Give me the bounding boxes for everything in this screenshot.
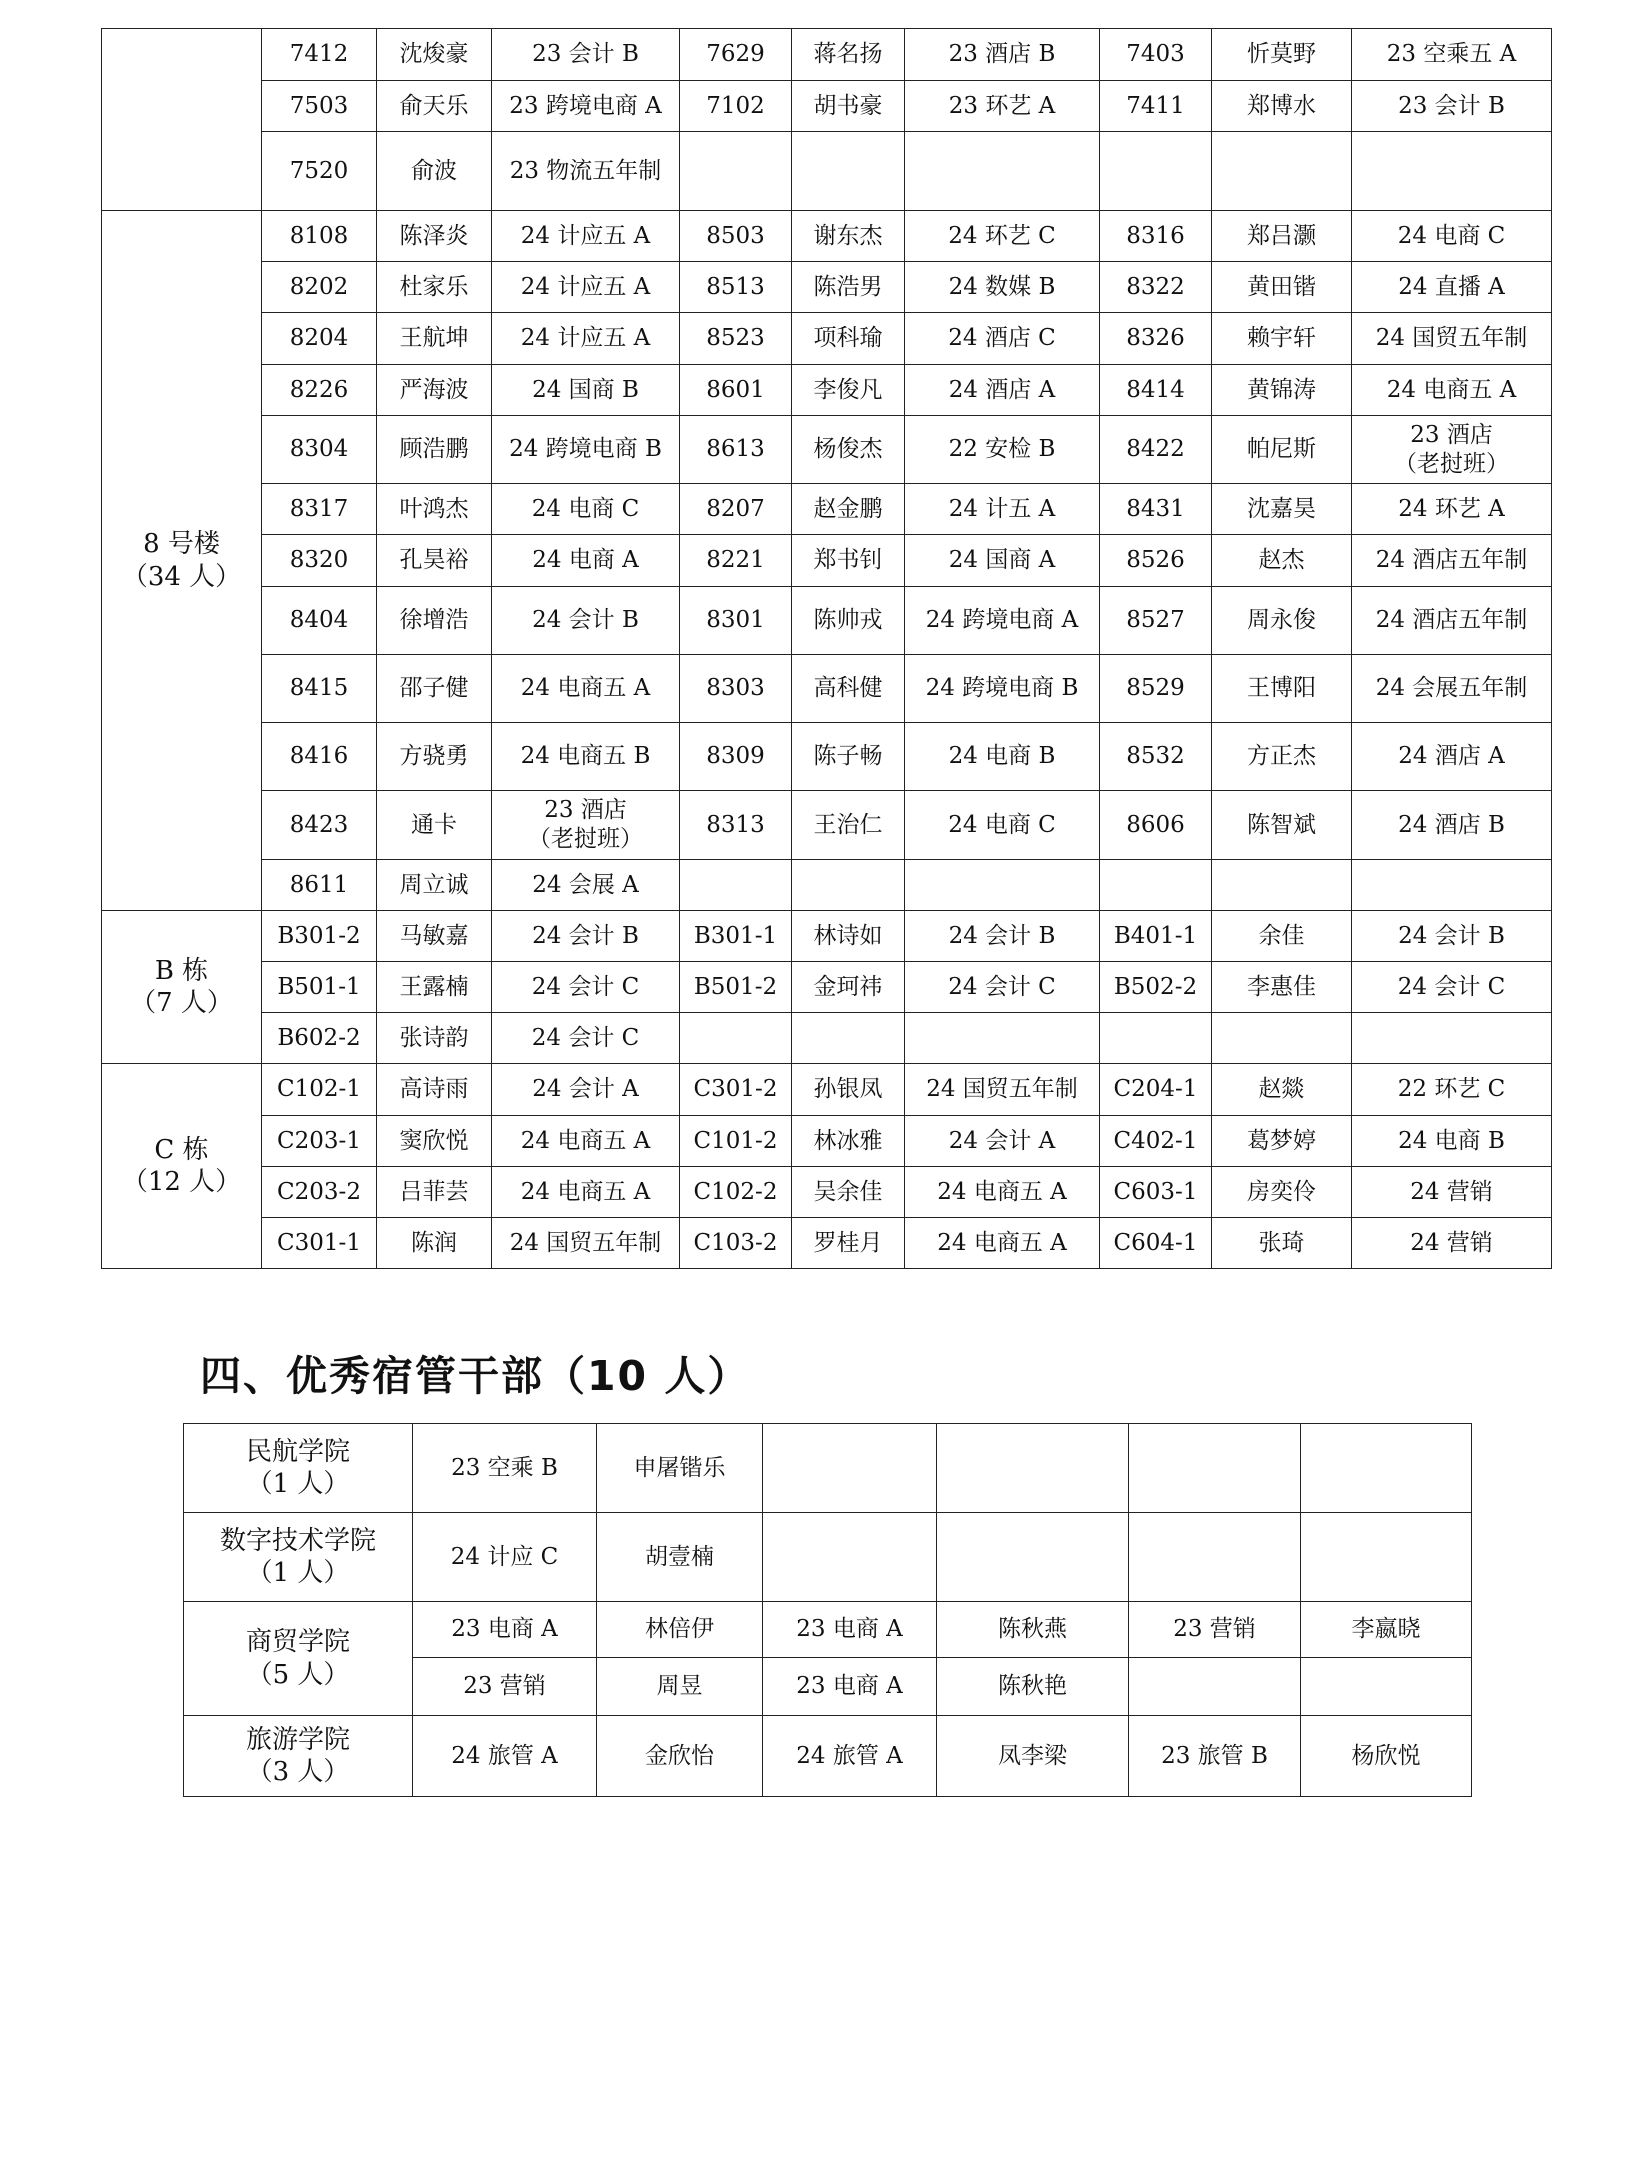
table-cell: C604-1: [1100, 1218, 1212, 1269]
table-cell: [1212, 860, 1352, 911]
group-label: 数字技术学院 （1 人）: [184, 1513, 413, 1602]
table-cell: 7403: [1100, 29, 1212, 81]
table-cell: B501-2: [680, 962, 792, 1013]
table-cell: 高科健: [792, 655, 905, 723]
table-cell: 24 电商 B: [1352, 1116, 1552, 1167]
table-cell: [1301, 1424, 1472, 1513]
table-cell: 24 会展 A: [492, 860, 680, 911]
table-cell: 杨欣悦: [1301, 1716, 1472, 1797]
table-cell: 孙银凤: [792, 1064, 905, 1116]
table-cell: 24 会计 C: [492, 962, 680, 1013]
table-row: [102, 1064, 1552, 1116]
table-cell: 郑博水: [1212, 81, 1352, 132]
table-cell: 24 电商 C: [1352, 211, 1552, 262]
table-cell: 8423: [262, 791, 377, 860]
table-cell: 24 电商 C: [492, 484, 680, 535]
table-cell: [1301, 1658, 1472, 1716]
table-cell: 沈嘉昊: [1212, 484, 1352, 535]
table-cell: 23 会计 B: [492, 29, 680, 81]
table-cell: 8613: [680, 416, 792, 484]
table-cell: 24 营销: [1352, 1167, 1552, 1218]
table-cell: 李嬴晓: [1301, 1602, 1472, 1658]
table-cell: B502-2: [1100, 962, 1212, 1013]
table-cell: 23 酒店 （老挝班）: [492, 791, 680, 860]
table-cell: 8415: [262, 655, 377, 723]
table-cell: [1100, 1013, 1212, 1064]
table-cell: [1100, 860, 1212, 911]
table-cell: 24 计五 A: [905, 484, 1100, 535]
table-cell: B602-2: [262, 1013, 377, 1064]
table-cell: 王治仁: [792, 791, 905, 860]
table-cell: 8601: [680, 365, 792, 416]
table-cell: 8513: [680, 262, 792, 313]
table-cell: B501-1: [262, 962, 377, 1013]
table-cell: B301-1: [680, 911, 792, 962]
table-cell: 杜家乐: [377, 262, 492, 313]
table-cell: 24 酒店五年制: [1352, 535, 1552, 587]
table-cell: 24 会计 B: [905, 911, 1100, 962]
table-cell: [792, 1013, 905, 1064]
section-title: 四、优秀宿管干部（10 人）: [200, 1352, 751, 1400]
table-cell: 24 电商 A: [492, 535, 680, 587]
table-cell: 李惠佳: [1212, 962, 1352, 1013]
table-cell: 8326: [1100, 313, 1212, 365]
table-cell: 严海波: [377, 365, 492, 416]
table-cell: 22 环艺 C: [1352, 1064, 1552, 1116]
group-label: 旅游学院 （3 人）: [184, 1716, 413, 1797]
group-label: C 栋 （12 人）: [102, 1064, 262, 1269]
table-cell: [792, 860, 905, 911]
table-cell: [1352, 132, 1552, 211]
table-cell: 24 跨境电商 A: [905, 587, 1100, 655]
table-row: [102, 1013, 1552, 1064]
table-cell: 7411: [1100, 81, 1212, 132]
table-cell: 张诗韵: [377, 1013, 492, 1064]
table-cell: 马敏嘉: [377, 911, 492, 962]
table-cell: 24 会计 B: [492, 911, 680, 962]
table-cell: C101-2: [680, 1116, 792, 1167]
table-cell: 金欣怡: [597, 1716, 763, 1797]
table-cell: 吴余佳: [792, 1167, 905, 1218]
table-cell: 胡壹楠: [597, 1513, 763, 1602]
table-cell: 林倍伊: [597, 1602, 763, 1658]
table-cell: 赵杰: [1212, 535, 1352, 587]
table-cell: 7503: [262, 81, 377, 132]
table-cell: [905, 1013, 1100, 1064]
table-cell: 24 会计 B: [492, 587, 680, 655]
table-cell: 王博阳: [1212, 655, 1352, 723]
table-cell: 8317: [262, 484, 377, 535]
table-cell: 8414: [1100, 365, 1212, 416]
table-row: [184, 1602, 1472, 1658]
table-cell: 邵子健: [377, 655, 492, 723]
table-cell: 24 旅管 A: [413, 1716, 597, 1797]
table-row: [102, 365, 1552, 416]
table-cell: 8611: [262, 860, 377, 911]
table-row: [102, 416, 1552, 484]
table-cell: C102-2: [680, 1167, 792, 1218]
table-cell: 金珂祎: [792, 962, 905, 1013]
table-row: [102, 29, 1552, 81]
table-cell: 方正杰: [1212, 723, 1352, 791]
table-cell: 22 安检 B: [905, 416, 1100, 484]
table-cell: 7102: [680, 81, 792, 132]
table-cell: [905, 132, 1100, 211]
table-row: [102, 262, 1552, 313]
table-cell: 王露楠: [377, 962, 492, 1013]
table-cell: 8313: [680, 791, 792, 860]
table-cell: 24 电商五 B: [492, 723, 680, 791]
table-cell: [905, 860, 1100, 911]
table-cell: 张琦: [1212, 1218, 1352, 1269]
group-label: B 栋 （7 人）: [102, 911, 262, 1064]
table-row: [102, 655, 1552, 723]
table-cell: [1352, 860, 1552, 911]
table-row: [102, 484, 1552, 535]
table-cell: 谢东杰: [792, 211, 905, 262]
table-cell: 陈泽炎: [377, 211, 492, 262]
table-cell: 23 电商 A: [763, 1658, 937, 1716]
table-cell: C301-1: [262, 1218, 377, 1269]
table-cell: 8204: [262, 313, 377, 365]
table-cell: 23 物流五年制: [492, 132, 680, 211]
table-cell: 8309: [680, 723, 792, 791]
table-cell: 陈智斌: [1212, 791, 1352, 860]
table-cell: C203-2: [262, 1167, 377, 1218]
table-cell: 黄田锴: [1212, 262, 1352, 313]
table-cell: 23 跨境电商 A: [492, 81, 680, 132]
table-cell: 8226: [262, 365, 377, 416]
table-cell: 沈焌豪: [377, 29, 492, 81]
table-cell: 24 计应五 A: [492, 262, 680, 313]
table-cell: 8606: [1100, 791, 1212, 860]
table-cell: C204-1: [1100, 1064, 1212, 1116]
dorm-manager-table: [183, 1423, 1472, 1797]
table-cell: C203-1: [262, 1116, 377, 1167]
table-cell: 7520: [262, 132, 377, 211]
table-row: [184, 1424, 1472, 1513]
table-cell: [680, 860, 792, 911]
table-cell: 24 会展五年制: [1352, 655, 1552, 723]
group-label: [102, 29, 262, 211]
table-cell: 叶鸿杰: [377, 484, 492, 535]
table-cell: 8527: [1100, 587, 1212, 655]
table-cell: 24 酒店五年制: [1352, 587, 1552, 655]
table-cell: 7412: [262, 29, 377, 81]
table-cell: 24 营销: [1352, 1218, 1552, 1269]
table-cell: 24 会计 C: [1352, 962, 1552, 1013]
table-cell: 孔昊裕: [377, 535, 492, 587]
table-cell: 罗桂月: [792, 1218, 905, 1269]
table-cell: 陈子畅: [792, 723, 905, 791]
table-cell: 8526: [1100, 535, 1212, 587]
table-cell: 杨俊杰: [792, 416, 905, 484]
table-cell: 周昱: [597, 1658, 763, 1716]
table-cell: 8322: [1100, 262, 1212, 313]
table-cell: 葛梦婷: [1212, 1116, 1352, 1167]
table-cell: 24 环艺 C: [905, 211, 1100, 262]
table-cell: [937, 1513, 1129, 1602]
table-cell: 23 环艺 A: [905, 81, 1100, 132]
table-cell: 赵燚: [1212, 1064, 1352, 1116]
table-cell: 俞天乐: [377, 81, 492, 132]
table-cell: 24 电商五 A: [492, 1116, 680, 1167]
table-cell: 8108: [262, 211, 377, 262]
table-row: [184, 1513, 1472, 1602]
table-cell: 24 酒店 C: [905, 313, 1100, 365]
table-cell: 陈帅戎: [792, 587, 905, 655]
table-cell: B301-2: [262, 911, 377, 962]
group-label: 民航学院 （1 人）: [184, 1424, 413, 1513]
table-cell: 8529: [1100, 655, 1212, 723]
table-cell: 项科瑜: [792, 313, 905, 365]
table-cell: [1212, 132, 1352, 211]
table-cell: 24 酒店 A: [1352, 723, 1552, 791]
table-cell: 8422: [1100, 416, 1212, 484]
table-cell: 7629: [680, 29, 792, 81]
table-cell: 8207: [680, 484, 792, 535]
table-cell: 俞波: [377, 132, 492, 211]
table-cell: 24 计应五 A: [492, 211, 680, 262]
table-cell: 24 会计 A: [492, 1064, 680, 1116]
table-cell: 顾浩鹏: [377, 416, 492, 484]
table-cell: 24 跨境电商 B: [492, 416, 680, 484]
table-row: [102, 1167, 1552, 1218]
table-cell: 24 电商五 A: [905, 1218, 1100, 1269]
table-cell: 23 电商 A: [763, 1602, 937, 1658]
table-cell: 林冰雅: [792, 1116, 905, 1167]
table-cell: 8202: [262, 262, 377, 313]
table-cell: 24 会计 A: [905, 1116, 1100, 1167]
table-cell: 24 国贸五年制: [492, 1218, 680, 1269]
table-cell: [1212, 1013, 1352, 1064]
table-cell: 郑书钊: [792, 535, 905, 587]
table-cell: 24 酒店 B: [1352, 791, 1552, 860]
table-cell: 24 会计 C: [905, 962, 1100, 1013]
table-cell: 陈秋燕: [937, 1602, 1129, 1658]
table-cell: 23 酒店 B: [905, 29, 1100, 81]
table-cell: 23 空乘五 A: [1352, 29, 1552, 81]
table-cell: 吕菲芸: [377, 1167, 492, 1218]
table-row: [102, 962, 1552, 1013]
table-cell: 忻莫野: [1212, 29, 1352, 81]
table-cell: 黄锦涛: [1212, 365, 1352, 416]
table-cell: 24 酒店 A: [905, 365, 1100, 416]
table-cell: 24 跨境电商 B: [905, 655, 1100, 723]
table-cell: 24 国贸五年制: [905, 1064, 1100, 1116]
table-cell: 余佳: [1212, 911, 1352, 962]
table-cell: 24 国贸五年制: [1352, 313, 1552, 365]
table-cell: 24 计应五 A: [492, 313, 680, 365]
table-cell: 24 数媒 B: [905, 262, 1100, 313]
table-cell: [763, 1513, 937, 1602]
table-row: [102, 81, 1552, 132]
table-row: [102, 1116, 1552, 1167]
table-cell: 8221: [680, 535, 792, 587]
table-cell: 24 会计 B: [1352, 911, 1552, 962]
table-cell: 方骁勇: [377, 723, 492, 791]
dormitory-honor-table: [101, 28, 1552, 1269]
table-cell: 8503: [680, 211, 792, 262]
table-cell: 赖宇轩: [1212, 313, 1352, 365]
table-cell: 24 电商五 A: [492, 655, 680, 723]
table-cell: [763, 1424, 937, 1513]
table-cell: 8404: [262, 587, 377, 655]
table-row: [102, 860, 1552, 911]
table-cell: 24 环艺 A: [1352, 484, 1552, 535]
table-row: [102, 132, 1552, 211]
table-cell: [1352, 1013, 1552, 1064]
table-cell: 高诗雨: [377, 1064, 492, 1116]
table-cell: 23 酒店 （老挝班）: [1352, 416, 1552, 484]
table-cell: 8416: [262, 723, 377, 791]
table-cell: 23 营销: [1129, 1602, 1301, 1658]
table-cell: 窦欣悦: [377, 1116, 492, 1167]
table-row: [102, 791, 1552, 860]
table-row: [102, 211, 1552, 262]
table-cell: 林诗如: [792, 911, 905, 962]
table-cell: C603-1: [1100, 1167, 1212, 1218]
table-cell: 24 国商 B: [492, 365, 680, 416]
table-cell: 24 电商五 A: [1352, 365, 1552, 416]
table-cell: 8304: [262, 416, 377, 484]
table-row: [102, 1218, 1552, 1269]
table-cell: 8532: [1100, 723, 1212, 791]
table-cell: 徐增浩: [377, 587, 492, 655]
table-cell: 房奕伶: [1212, 1167, 1352, 1218]
table-cell: [1129, 1513, 1301, 1602]
table-row: [102, 535, 1552, 587]
group-label: 8 号楼 （34 人）: [102, 211, 262, 911]
table-cell: C102-1: [262, 1064, 377, 1116]
table-cell: 凤李梁: [937, 1716, 1129, 1797]
table-cell: 8320: [262, 535, 377, 587]
table-cell: 24 电商五 A: [905, 1167, 1100, 1218]
table-cell: 23 空乘 B: [413, 1424, 597, 1513]
table-cell: 24 旅管 A: [763, 1716, 937, 1797]
table-cell: 24 国商 A: [905, 535, 1100, 587]
table-cell: 蒋名扬: [792, 29, 905, 81]
table-cell: [1100, 132, 1212, 211]
table-cell: 23 会计 B: [1352, 81, 1552, 132]
table-cell: B401-1: [1100, 911, 1212, 962]
table-cell: 陈秋艳: [937, 1658, 1129, 1716]
table-cell: 8303: [680, 655, 792, 723]
table-row: [102, 911, 1552, 962]
table-cell: 周立诚: [377, 860, 492, 911]
table-cell: 帕尼斯: [1212, 416, 1352, 484]
table-cell: 24 直播 A: [1352, 262, 1552, 313]
table-cell: C103-2: [680, 1218, 792, 1269]
table-cell: 王航坤: [377, 313, 492, 365]
table-cell: 通卡: [377, 791, 492, 860]
table-row: [102, 587, 1552, 655]
table-cell: [1301, 1513, 1472, 1602]
table-cell: 8301: [680, 587, 792, 655]
table-cell: 8316: [1100, 211, 1212, 262]
table-cell: 23 电商 A: [413, 1602, 597, 1658]
table-cell: [680, 1013, 792, 1064]
table-cell: 李俊凡: [792, 365, 905, 416]
table-cell: 24 电商五 A: [492, 1167, 680, 1218]
table-row: [102, 313, 1552, 365]
table-cell: 周永俊: [1212, 587, 1352, 655]
table-cell: 陈润: [377, 1218, 492, 1269]
group-label: 商贸学院 （5 人）: [184, 1602, 413, 1716]
table-cell: 23 营销: [413, 1658, 597, 1716]
table-cell: 郑吕灏: [1212, 211, 1352, 262]
table-row: [184, 1716, 1472, 1797]
table-cell: 申屠锴乐: [597, 1424, 763, 1513]
table-cell: 24 电商 C: [905, 791, 1100, 860]
table-cell: 24 会计 C: [492, 1013, 680, 1064]
table-cell: C402-1: [1100, 1116, 1212, 1167]
table-cell: 8523: [680, 313, 792, 365]
table-cell: [1129, 1658, 1301, 1716]
table-cell: C301-2: [680, 1064, 792, 1116]
table-cell: [937, 1424, 1129, 1513]
table-cell: 23 旅管 B: [1129, 1716, 1301, 1797]
table-cell: 赵金鹏: [792, 484, 905, 535]
table-cell: [792, 132, 905, 211]
table-row: [102, 723, 1552, 791]
table-cell: 陈浩男: [792, 262, 905, 313]
table-cell: [1129, 1424, 1301, 1513]
table-cell: 24 电商 B: [905, 723, 1100, 791]
table-cell: [680, 132, 792, 211]
table-cell: 8431: [1100, 484, 1212, 535]
table-cell: 24 计应 C: [413, 1513, 597, 1602]
table-cell: 胡书豪: [792, 81, 905, 132]
